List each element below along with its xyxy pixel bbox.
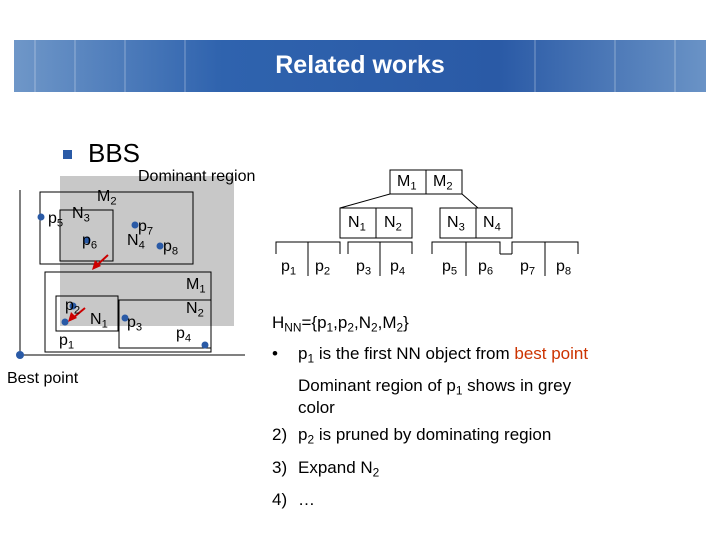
tree-leaf-p1: $p_1$ (281, 258, 297, 278)
tree-edge-root-right (462, 194, 478, 208)
label-p8: $p_8$ (163, 238, 179, 258)
best-point-label: Best point (7, 370, 79, 387)
label-m1: $M_1$ (186, 276, 206, 296)
tree-leaf-p5: $p_5$ (442, 258, 458, 278)
slide-title: Related works (275, 51, 445, 79)
tree-node-n3: $N_3$ (447, 214, 465, 234)
label-p4: $p_4$ (176, 325, 192, 345)
best-point-link: best point (514, 344, 589, 363)
tree-node-n2: $N_2$ (384, 214, 402, 234)
step-2-number: 2) (272, 425, 288, 444)
step-4-number: 4) (272, 490, 288, 509)
tree-root-m1: $M_1$ (397, 173, 417, 193)
dominant-region-label: Dominant region (138, 168, 256, 185)
label-p6: $p_6$ (82, 232, 98, 252)
step-1-bullet: • (272, 344, 278, 363)
label-p1: $p_1$ (59, 332, 75, 352)
tree-leaf-p7: $p_7$ (520, 258, 536, 278)
label-n3: $N_3$ (72, 205, 90, 225)
heap-content: $H_{NN}=\{p_1,p_2,N_2,M_2\}$ (272, 313, 409, 335)
label-m2: $M_2$ (97, 188, 117, 208)
tree-leaf-p3: $p_3$ (356, 258, 372, 278)
label-n1: $N_1$ (90, 311, 108, 331)
point-p1 (62, 319, 69, 326)
tree-leaf-p4: $p_4$ (390, 258, 406, 278)
step-2-text: $p_2$ is pruned by dominating region (298, 425, 552, 447)
tree-leaf-p6: $p_6$ (478, 258, 494, 278)
step-1b-line2: color (298, 398, 335, 417)
tree-leaf-p2: $p_2$ (315, 258, 331, 278)
point-p5 (38, 214, 45, 221)
tree-node-n4: $N_4$ (483, 214, 501, 234)
point-p4 (202, 342, 209, 349)
best-point-dot (16, 351, 24, 359)
step-4-text: … (298, 490, 315, 509)
label-p3: $p_3$ (127, 314, 143, 334)
label-n4: $N_4$ (127, 232, 145, 252)
step-3-text: Expand $N_2$ (298, 458, 380, 480)
step-1-text: $p_1$ is the first NN object from best point (298, 344, 589, 366)
section-heading: BBS (88, 138, 141, 168)
label-p2: $p_2$ (65, 297, 81, 317)
tree-edge-root-left (340, 194, 390, 208)
tree-node-n1: $N_1$ (348, 214, 366, 234)
tree-leaf-p8: $p_8$ (556, 258, 572, 278)
tree-root-m2: $M_2$ (433, 173, 453, 193)
step-3-number: 3) (272, 458, 288, 477)
label-p5: $p_5$ (48, 210, 64, 230)
label-p7: $p_7$ (138, 218, 154, 238)
step-1b-line1: Dominant region of $p_1$ shows in grey (298, 376, 572, 398)
label-n2: $N_2$ (186, 300, 204, 320)
